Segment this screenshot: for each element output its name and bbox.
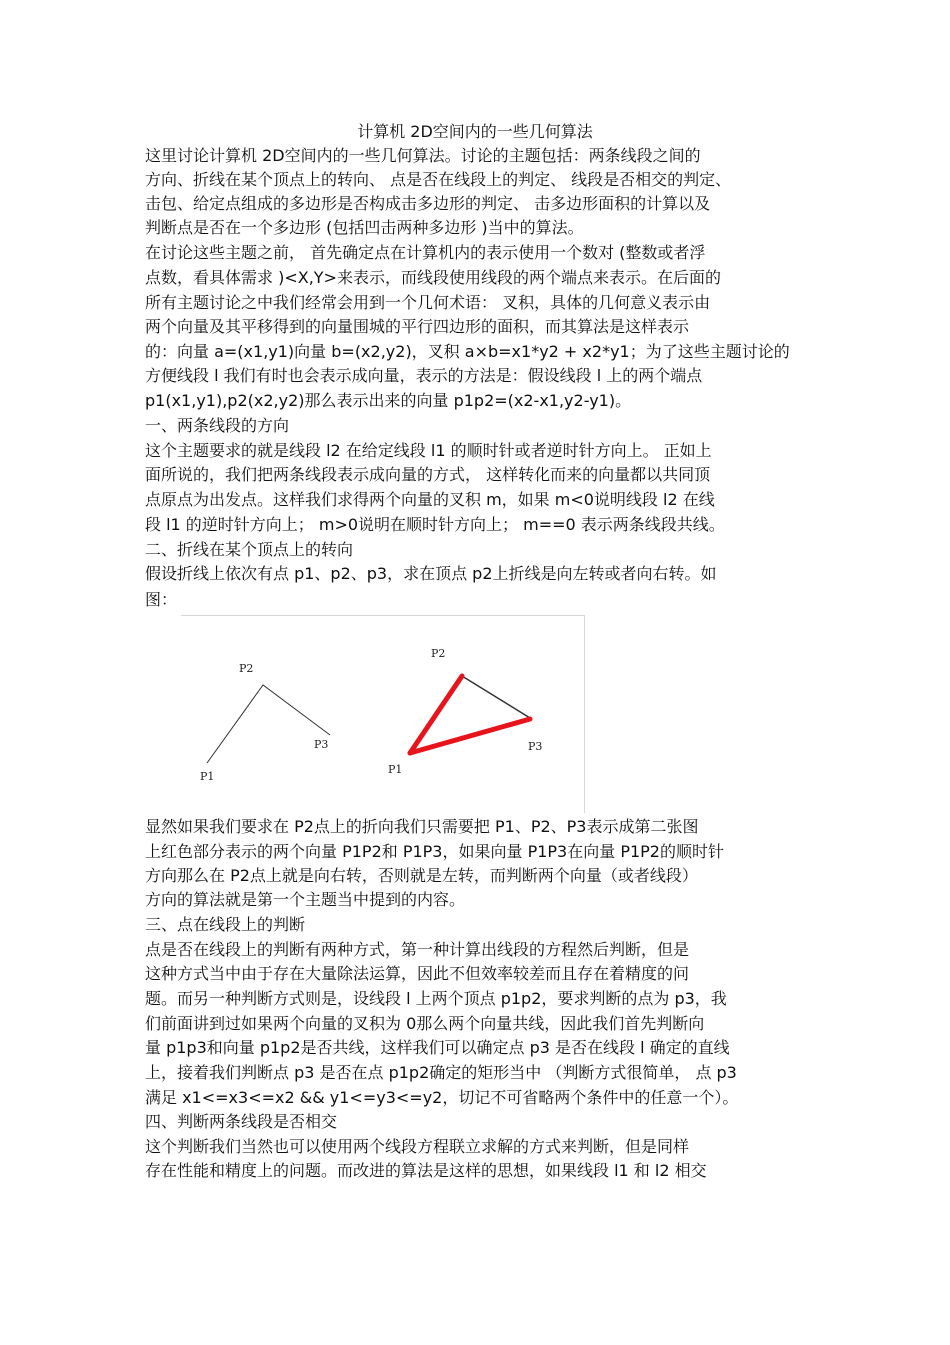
left-polyline (207, 685, 330, 763)
text-line: 方向那么在 P2点上就是向右转，否则就是左转，而判断两个向量（或者线段） (145, 866, 698, 885)
text-line: 段 l1 的逆时针方向上； m>0说明在顺时针方向上； m==0 表示两条线段共线。 (145, 515, 725, 534)
document-title: 计算机 2D空间内的一些几何算法 (357, 122, 593, 141)
text-line: 量 p1p3和向量 p1p2是否共线，这样我们可以确定点 p3 是否在线段 l 确定的直线 (145, 1038, 730, 1057)
figure-svg (181, 616, 585, 814)
text-line: 存在性能和精度上的问题。而改进的算法是这样的思想，如果线段 l1 和 l2 相交 (145, 1161, 707, 1180)
text-line: 方便线段 l 我们有时也会表示成向量，表示的方法是：假设线段 l 上的两个端点 (145, 366, 703, 385)
text-line: 二、折线在某个顶点上的转向 (145, 540, 354, 559)
text-line: 这里讨论计算机 2D空间内的一些几何算法。讨论的主题包括：两条线段之间的 (145, 146, 701, 165)
right-label-p1: P1 (388, 763, 403, 776)
text-line: 点是否在线段上的判断有两种方式，第一种计算出线段的方程然后判断，但是 (145, 940, 690, 959)
text-line: 们前面讲到过如果两个向量的叉积为 0那么两个向量共线，因此我们首先判断向 (145, 1014, 705, 1033)
right-label-p3: P3 (528, 740, 543, 753)
text-line: 满足 x1<=x3<=x2 && y1<=y3<=y2，切记不可省略两个条件中的任意一个）。 (145, 1088, 739, 1107)
polyline-turn-figure (181, 615, 585, 813)
text-line: 这种方式当中由于存在大量除法运算，因此不但效率较差而且存在着精度的问 (145, 964, 690, 983)
left-label-p3: P3 (314, 738, 329, 751)
text-line: 上红色部分表示的两个向量 P1P2和 P1P3，如果向量 P1P3在向量 P1P2的顺时针 (145, 842, 724, 861)
text-line: 显然如果我们要求在 P2点上的折向我们只需要把 P1、P2、P3表示成第二张图 (145, 817, 699, 836)
text-line: 两个向量及其平移得到的向量围城的平行四边形的面积，而其算法是这样表示 (145, 317, 690, 336)
text-line: p1(x1,y1),p2(x2,y2)那么表示出来的向量 p1p2=(x2-x1,y2-y1)。 (145, 391, 632, 410)
text-line: 三、点在线段上的判断 (145, 915, 306, 934)
text-line: 这个判断我们当然也可以使用两个线段方程联立求解的方式来判断，但是同样 (145, 1137, 690, 1156)
text-line: 题。而另一种判断方式则是，设线段 l 上两个顶点 p1p2，要求判断的点为 p3，我 (145, 989, 727, 1008)
text-line: 方向、折线在某个顶点上的转向、 点是否在线段上的判定、 线段是否相交的判定、 (145, 170, 732, 189)
left-label-p1: P1 (200, 770, 215, 783)
text-line: 点原点为出发点。这样我们求得两个向量的叉积 m，如果 m<0说明线段 l2 在线 (145, 490, 715, 509)
text-line: 判断点是否在一个多边形 (包括凹击两种多边形 )当中的算法。 (145, 218, 584, 237)
right-segment-p2p3 (462, 676, 530, 718)
left-label-p2: P2 (239, 662, 254, 675)
text-line: 一、两条线段的方向 (145, 416, 290, 435)
text-line: 假设折线上依次有点 p1、p2、p3，求在顶点 p2上折线是向左转或者向右转。如 (145, 564, 717, 583)
text-line: 面所说的，我们把两条线段表示成向量的方式， 这样转化而来的向量都以共同顶 (145, 465, 711, 484)
text-line: 所有主题讨论之中我们经常会用到一个几何术语： 叉积，具体的几何意义表示由 (145, 293, 711, 312)
text-line: 这个主题要求的就是线段 l2 在给定线段 l1 的顺时针或者逆时针方向上。 正如上 (145, 441, 712, 460)
text-line: 点数，看具体需求 )<X,Y>来表示，而线段使用线段的两个端点来表示。在后面的 (145, 268, 721, 287)
text-line: 上，接着我们判断点 p3 是否在点 p1p2确定的矩形当中 （判断方式很简单， 点 p3 (145, 1063, 737, 1082)
text-line: 图： (145, 590, 178, 609)
right-label-p2: P2 (431, 647, 446, 660)
text-line: 的：向量 a=(x1,y1)向量 b=(x2,y2)，叉积 a×b=x1*y2 + x2*y1；为了这些主题讨论的 (145, 342, 790, 361)
text-line: 在讨论这些主题之前， 首先确定点在计算机内的表示使用一个数对 (整数或者浮 (145, 243, 706, 262)
text-line: 方向的算法就是第一个主题当中提到的内容。 (145, 890, 466, 909)
text-line: 四、判断两条线段是否相交 (145, 1112, 338, 1131)
text-line: 击包、给定点组成的多边形是否构成击多边形的判定、 击多边形面积的计算以及 (145, 194, 711, 213)
